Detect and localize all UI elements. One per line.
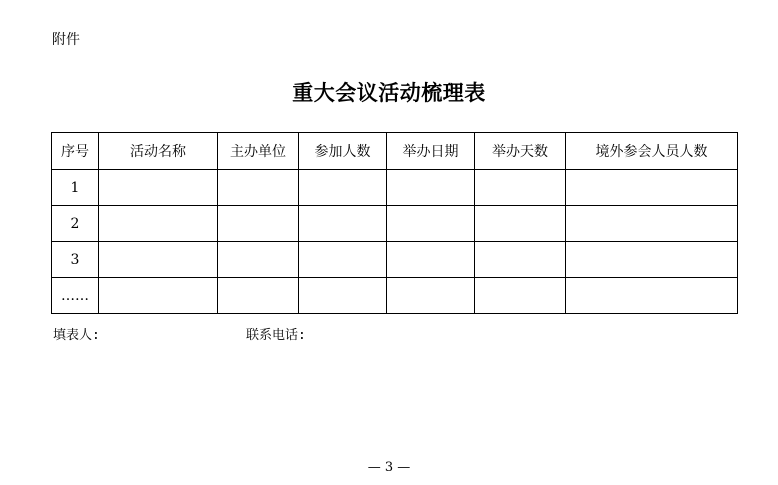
table-cell (299, 278, 387, 314)
table-row (52, 170, 738, 206)
table-cell (99, 170, 218, 206)
table-cell (566, 170, 738, 206)
page-number: — 3 — (367, 460, 411, 475)
table-cell (475, 242, 566, 278)
activity-table (51, 132, 738, 314)
table-row (52, 206, 738, 242)
table-cell (387, 242, 475, 278)
table-header-row (52, 133, 738, 170)
document-title: 重大会议活动梳理表 (292, 80, 486, 105)
table-cell (218, 242, 299, 278)
table-cell (299, 206, 387, 242)
header-cell: 举办日期 (387, 133, 475, 170)
header-cell: 境外参会人员人数 (566, 133, 738, 170)
table-cell (566, 278, 738, 314)
table-cell (299, 242, 387, 278)
table-cell (566, 206, 738, 242)
phone-label: 联系电话: (246, 328, 306, 343)
header-cell: 活动名称 (99, 133, 218, 170)
header-cell: 主办单位 (218, 133, 299, 170)
table-cell (99, 242, 218, 278)
table-cell: …… (52, 278, 99, 314)
table-cell (475, 278, 566, 314)
table-cell (218, 278, 299, 314)
table-cell (475, 206, 566, 242)
table-cell (387, 206, 475, 242)
header-cell: 序号 (52, 133, 99, 170)
table-cell (99, 206, 218, 242)
table-cell: 1 (52, 170, 99, 206)
table-cell: 3 (52, 242, 99, 278)
table-row (52, 242, 738, 278)
table-row (52, 278, 738, 314)
attachment-label: 附件 (52, 32, 80, 48)
table-cell (99, 278, 218, 314)
table-cell (387, 170, 475, 206)
header-cell: 参加人数 (299, 133, 387, 170)
header-cell: 举办天数 (475, 133, 566, 170)
table-cell (475, 170, 566, 206)
table-cell (218, 170, 299, 206)
table-cell (387, 278, 475, 314)
table-cell: 2 (52, 206, 99, 242)
filler-label: 填表人: (53, 328, 100, 343)
table-cell (299, 170, 387, 206)
table-cell (566, 242, 738, 278)
table-cell (218, 206, 299, 242)
